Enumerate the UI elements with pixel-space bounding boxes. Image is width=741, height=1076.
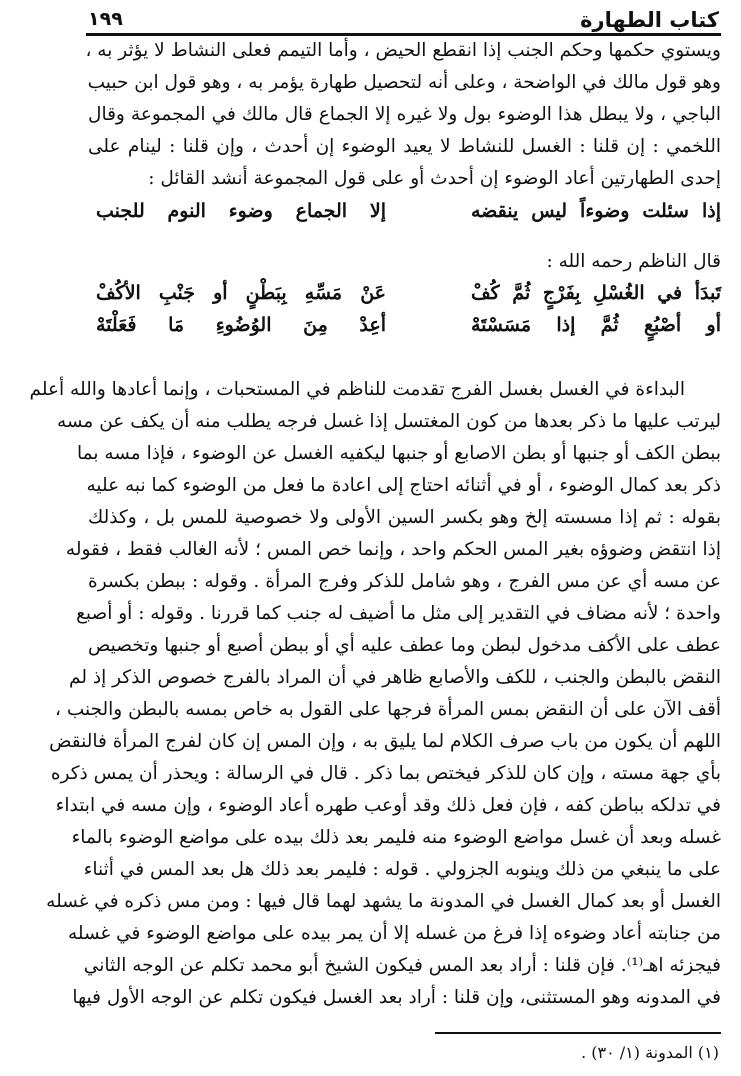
- verse-first-hemistich: تَبدَأ في الغُسْلِ بِفَرْجٍ ثُمَّ كُفْ: [471, 282, 721, 304]
- text-line: وهو قول مالك في الواضحة ، وعلى أنه لتحصيل طهارة يؤمر به ، وهو قول ابن حبيب: [87, 72, 721, 93]
- text-line: ذكر بعد كمال الوضوء ، أو في أثنائه احتاج إلى اعادة ما فعل من الوضوء كما نبه عليه: [86, 475, 721, 496]
- text-line: النقض بالبطن والجنب ، للكف والأصابع ظاهر في أن المراد بالفرج خصوص الذكر إذ لم: [69, 667, 721, 688]
- text-line: ليرتب عليها ما ذكر بعدها من كون المغتسل إذا غسل فرجه يطلب منه أن يكف عن مسه: [57, 411, 721, 432]
- text-line: بأي جهة مسته ، وإن كان للذكر فيختص بما ذكر . قال في الرسالة : ويحذر أن يمس ذكره: [50, 763, 721, 784]
- text-line: أقف الآن على أن النقض بمس المرأة فرجها على القول به خاص بمسه بالبطن والجنب ،: [54, 699, 721, 720]
- text-line: فيجزئه اهـ⁽¹⁾. فإن قلنا : أراد بعد المس فيكون الشيخ أبو محمد تكلم عن الوجه الثاني: [83, 955, 721, 976]
- text-line: اللخمي : إن قلنا : الغسل للنشاط لا يعيد الوضوء إن أحدث ، وإن قلنا : لينام على: [88, 136, 721, 157]
- text-line: في تدلكه بباطن كفه ، فإن فعل ذلك وقد أوعب طهره أعاد الوضوء ، وإن مسه في ابتداء: [55, 795, 721, 816]
- running-title: كتاب الطهارة: [580, 8, 719, 32]
- text-line: غسله وبعد أن غسل مواضع الوضوء منه فليمر بعد ذلك بيده على مواضع الوضوء بالماء: [71, 827, 721, 848]
- text-line: في المدونه وهو المستثنى، وإن قلنا : أراد بعد الغسل فيكون تكلم عن الوجه الأول فيها: [72, 987, 721, 1008]
- poem-verse: [88, 278, 721, 308]
- text-line: الباجي ، ولا يبطل هذا الوضوء بول ولا غيره إلا الجماع قال مالك في المجموعة وقال: [88, 104, 721, 125]
- text-line: الغسل أو بعد كمال الغسل في المدونة ما يشهد لهما قال فيها : ومن مس ذكره في غسله: [46, 891, 721, 912]
- text-line: عطف على الأكف مدخول لبطن وما عطف عليه أي أو ببطن أصبع أو جنبها وتخصيص: [88, 635, 721, 656]
- verse-second-hemistich: أعِدْ مِنَ الوُضُوءِ مَا فَعَلْتَهْ: [96, 314, 386, 336]
- verse-first-hemistich: أو أصْبُعٍ ثُمَّ إذا مَسَسْتَهْ: [471, 314, 721, 336]
- text-line: على ما ينبغي من ذلك وينوبه الجزولي . قوله : فليمر بعد ذلك هل بعد المس في أثناء: [83, 859, 721, 880]
- quoted-verse: [88, 196, 721, 226]
- text-line: إحدى الطهارتين أعاد الوضوء إن أحدث أو على قول المجموعة أنشد القائل :: [148, 168, 721, 189]
- page-number: ١٩٩: [88, 8, 123, 30]
- verse-second-hemistich: عَنْ مَسِّهِ بِبَطْنٍ أو جَنْبِ الأكُفْ: [96, 282, 386, 304]
- poem-verse: [88, 310, 721, 340]
- text-line: من جنابته أعاد وضوءه إذا فرغ من غسله إلا أن يمر بيده على مواضع الوضوء في غسله: [68, 923, 721, 944]
- footnote-rule: [435, 1032, 721, 1034]
- text-line: البداءة في الغسل بغسل الفرج تقدمت للناظم في المستحبات ، وإنما أعادها والله أعلم: [29, 379, 685, 400]
- verse-second-hemistich: إلا الجماع وضوء النوم للجنب: [96, 200, 386, 222]
- text-line: عن مسه أي عن مس الفرج ، وهو شامل للذكر وفرج المرأة . وقوله : ببطن بكسرة: [88, 571, 721, 592]
- text-line: واحدة ؛ لأنه مضاف في التقدير إلى مثل ما أضيف له جنب كما قررنا . وقوله : أو أصبع: [76, 603, 721, 624]
- text-line: بقوله : ثم إذا مسسته إلخ وهو بكسر السين الأولى ولا خصوصية للمس بل ، وكذلك: [88, 507, 721, 528]
- verse-first-hemistich: إذا سئلت وضوءاً ليس ينقضه: [471, 200, 721, 222]
- text-line: ببطن الكف أو جنبها أو بطن الاصابع أو جنبها ليكفيه الغسل عن الوضوء ، فإذا مسه بما: [77, 443, 721, 464]
- footnote: (١) المدونة (١/ ٣٠) .: [581, 1043, 719, 1062]
- text-line: ويستوي حكمها وحكم الجنب إذا انقطع الحيض ، وأما التيمم فعلى النشاط لا يؤثر به ،: [85, 40, 721, 61]
- text-line: اللهم أن يكون من باب صرف الكلام لما يليق به ، وإن المس إن كان لفرج المرأة فالنقض: [49, 731, 721, 752]
- poet-intro: قال الناظم رحمه الله :: [546, 251, 721, 272]
- text-line: إذا انتقض وضوؤه بغير المس الحكم واحد ، وإنما خص المس ؛ لأنه الغالب فقط ، فقوله: [65, 539, 721, 560]
